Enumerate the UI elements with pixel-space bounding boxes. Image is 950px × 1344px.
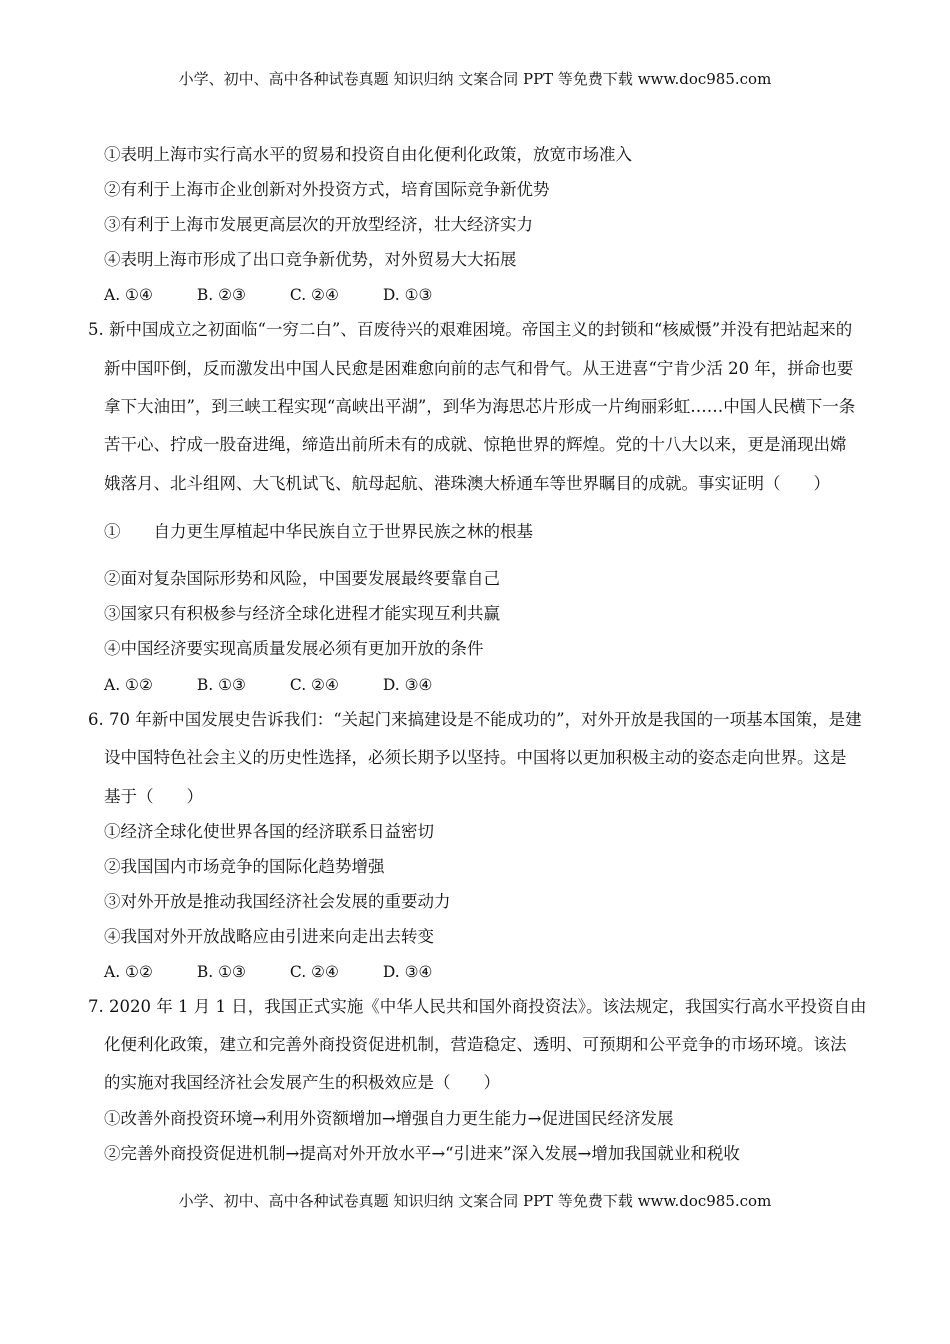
q5-statement-4: ④中国经济要实现高质量发展必须有更加开放的条件 (104, 639, 484, 658)
page-header: 小学、初中、高中各种试卷真题 知识归纳 文案合同 PPT 等免费下载 www.doc985.com (178, 70, 772, 88)
q5-statement-2: ②面对复杂国际形势和风险，中国要发展最终要靠自己 (104, 569, 500, 588)
q7-statement-2: ②完善外商投资促进机制→提高对外开放水平→“引进来”深入发展→增加我国就业和税收 (104, 1144, 740, 1163)
q5-stem-line-3: 拿下大油田”，到三峡工程实现“高峡出平湖”，到华为海思芯片形成一片绚丽彩虹……中国人民横下一条 (104, 397, 856, 416)
q5-options (104, 674, 476, 696)
q5-statement-1: ① 自力更生厚植起中华民族自立于世界民族之林的根基 (104, 522, 533, 541)
q5-statement-3: ③国家只有积极参与经济全球化进程才能实现互利共赢 (104, 604, 500, 623)
q6-statement-3: ③对外开放是推动我国经济社会发展的重要动力 (104, 892, 451, 911)
q6-statement-2: ②我国国内市场竞争的国际化趋势增强 (104, 857, 385, 876)
q5-stem-line-2: 新中国吓倒，反而激发出中国人民愈是困难愈向前的志气和骨气。从王进喜“宁肯少活 20 年，拼命也要 (104, 359, 854, 378)
q7-stem-line-1: 7. 2020 年 1 月 1 日，我国正式实施《中华人民共和国外商投资法》。该法规定，我国实行高水平投资自由 (88, 997, 867, 1016)
q5-option-d: D. ③④ (382, 676, 433, 694)
q7-stem-line-3: 的实施对我国经济社会发展产生的积极效应是（ ） (104, 1073, 500, 1092)
q6-option-c: C. ②④ (289, 963, 339, 981)
q6-option-b: B. ①③ (196, 963, 246, 981)
page-footer: 小学、初中、高中各种试卷真题 知识归纳 文案合同 PPT 等免费下载 www.doc985.com (178, 1192, 772, 1210)
q6-option-d: D. ③④ (382, 963, 433, 981)
q4-statement-3: ③有利于上海市发展更高层次的开放型经济，壮大经济实力 (104, 215, 533, 234)
q6-option-a: A. ①② (104, 963, 153, 981)
q7-stem-line-2: 化便利化政策，建立和完善外商投资促进机制，营造稳定、透明、可预期和公平竞争的市场环境。该法 (104, 1035, 847, 1054)
q6-stem-line-1: 6. 70 年新中国发展史告诉我们：“关起门来搞建设是不能成功的”，对外开放是我国的一项基本国策，是建 (88, 710, 862, 729)
q5-stem-line-5: 娥落月、北斗组网、大飞机试飞、航母起航、港珠澳大桥通车等世界瞩目的成就。事实证明（ ） (104, 474, 830, 493)
q4-options (104, 284, 476, 306)
q4-option-b: B. ②③ (196, 286, 246, 304)
q4-option-d: D. ①③ (382, 286, 433, 304)
q4-statement-4: ④表明上海市形成了出口竞争新优势，对外贸易大大拓展 (104, 250, 517, 269)
q5-stem-line-4: 苦干心、拧成一股奋进绳，缔造出前所未有的成就、惊艳世界的辉煌。党的十八大以来，更是涌现出嫦 (104, 435, 847, 454)
q5-option-c: C. ②④ (289, 676, 339, 694)
q5-option-b: B. ①③ (196, 676, 246, 694)
q6-stem-line-3: 基于（ ） (104, 787, 203, 806)
q4-statement-1: ①表明上海市实行高水平的贸易和投资自由化便利化政策，放宽市场准入 (104, 145, 632, 164)
q6-options (104, 961, 476, 983)
q6-statement-4: ④我国对外开放战略应由引进来向走出去转变 (104, 927, 434, 946)
q4-statement-2: ②有利于上海市企业创新对外投资方式，培育国际竞争新优势 (104, 180, 550, 199)
q4-option-a: A. ①④ (104, 286, 153, 304)
q7-statement-1: ①改善外商投资环境→利用外资额增加→增强自力更生能力→促进国民经济发展 (104, 1109, 674, 1128)
q5-option-a: A. ①② (104, 676, 153, 694)
q6-statement-1: ①经济全球化使世界各国的经济联系日益密切 (104, 822, 434, 841)
q5-stem-line-1: 5. 新中国成立之初面临“一穷二白”、百废待兴的艰难困境。帝国主义的封锁和“核威慑”并没有把站起来的 (88, 320, 853, 339)
q4-option-c: C. ②④ (289, 286, 339, 304)
q6-stem-line-2: 设中国特色社会主义的历史性选择，必须长期予以坚持。中国将以更加积极主动的姿态走向世界。这是 (104, 748, 847, 767)
